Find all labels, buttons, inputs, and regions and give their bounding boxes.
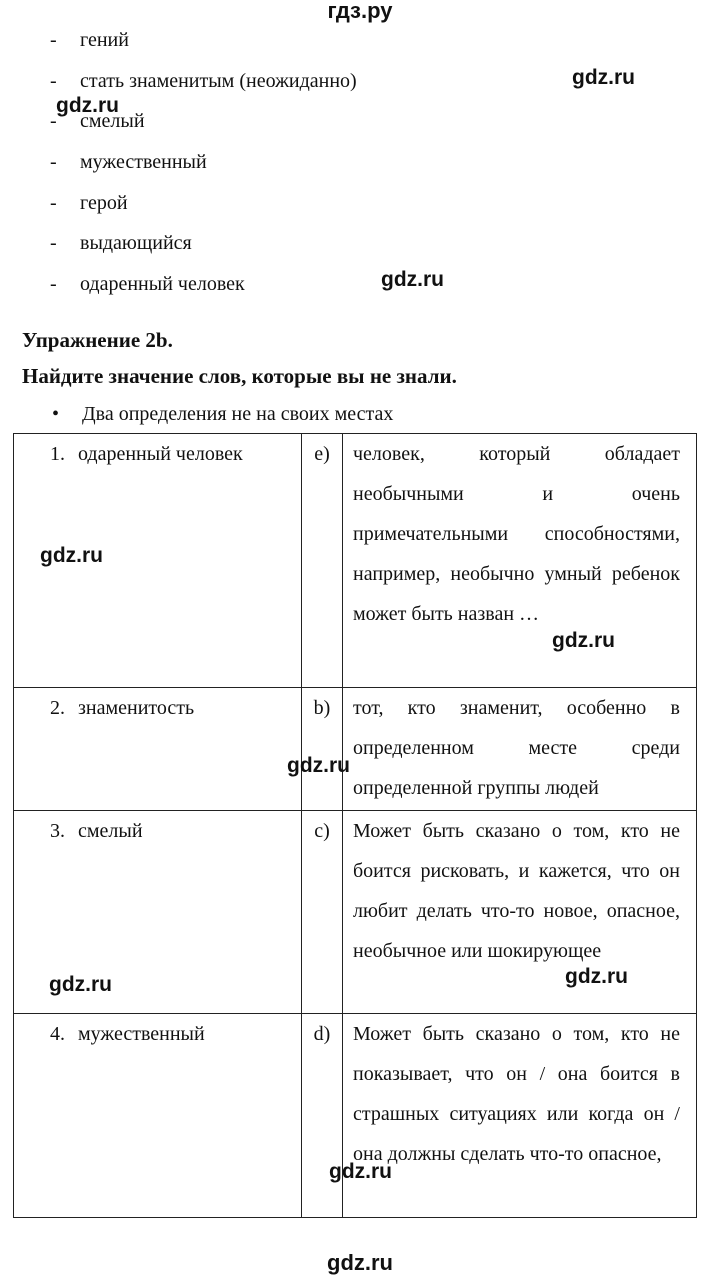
row-number: 3. [50,820,65,842]
definition-cell: тот, кто знаменит, особенно в определенном месте среди определенной группы людей [343,688,697,811]
list-item-text: мужественный [80,151,207,174]
watermark: gdz.ru [329,1160,392,1183]
table-row [14,688,697,811]
watermark: gdz.ru [56,94,119,117]
term-text: одаренный человек [78,443,243,465]
row-number: 1. [50,443,65,465]
bullet-icon: • [52,403,60,425]
dash-marker: - [50,151,57,174]
watermark: gdz.ru [287,754,350,777]
list-item-text: гений [80,29,129,51]
term-text: смелый [78,820,143,842]
watermark: gdz.ru [572,66,635,89]
exercise-task: Найдите значение слов, которые вы не знали. [22,364,457,388]
watermark: gdz.ru [381,268,444,291]
watermark: gdz.ru [40,544,103,567]
letter-cell: b) [302,688,343,811]
row-number: 4. [50,1023,65,1045]
row-number: 2. [50,697,65,719]
dash-marker: - [50,191,57,214]
term-text: знаменитость [78,697,195,719]
list-item-text: стать знаменитым (неожиданно) [80,69,357,92]
definition-cell: Может быть сказано о том, кто не показывает, что он / она боится в страшных ситуациях или когда он / она должны сделать что-то опасное, [343,1014,697,1218]
term-cell [14,1014,302,1218]
list-item-text: герой [80,191,128,214]
watermark: gdz.ru [49,973,112,996]
letter-cell: d) [302,1014,343,1218]
list-item-text: смелый [80,110,145,133]
vocabulary-table [13,433,697,1218]
dash-marker: - [50,110,57,133]
site-header: гдз.ру [327,0,393,23]
site-footer: gdz.ru [327,1250,393,1275]
dash-marker: - [50,29,57,51]
table-row [14,1014,697,1218]
letter-cell: c) [302,811,343,1014]
note-text: Два определения не на своих местах [82,403,394,425]
watermark: gdz.ru [552,629,615,652]
dash-marker: - [50,273,57,296]
dash-marker: - [50,232,57,255]
letter-cell: e) [302,434,343,688]
watermark: gdz.ru [565,965,628,988]
definition-cell: Может быть сказано о том, кто не боится рисковать, и кажется, что он любит делать что-то новое, опасное, необычное или шокирующее [343,811,697,1014]
list-item-text: одаренный человек [80,273,245,296]
term-cell [14,688,302,811]
list-item-text: выдающийся [80,232,192,255]
exercise-title: Упражнение 2b. [22,328,173,352]
term-text: мужественный [78,1023,205,1045]
definition-cell: человек, который обладает необычными и очень примечательными способностями, например, необычно умный ребенок может быть назван … [343,434,697,688]
dash-marker: - [50,69,57,92]
